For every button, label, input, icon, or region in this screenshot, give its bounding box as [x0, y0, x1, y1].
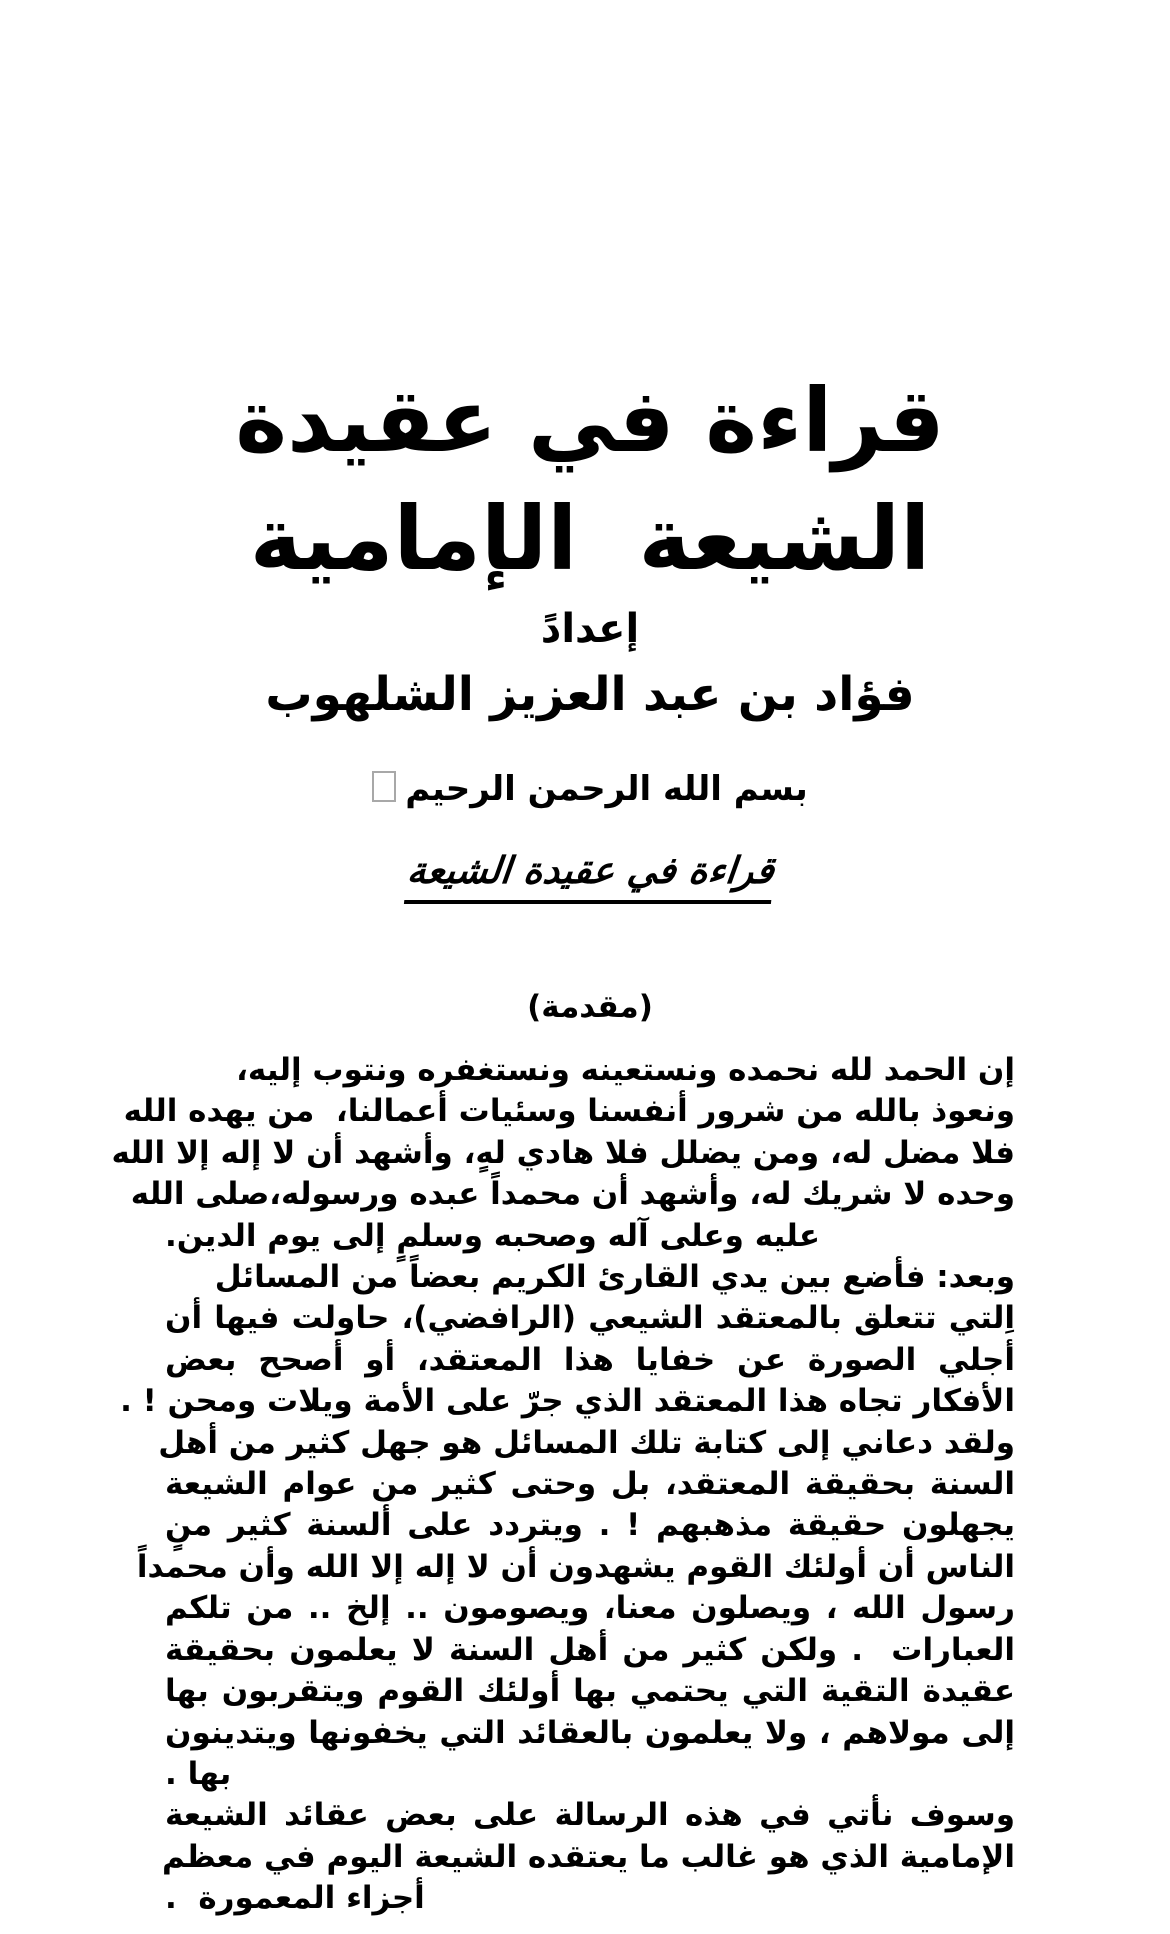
body-line: الناس أن أولئك القوم يشهدون أن لا إله إلا الله وأن محمداً [136, 1548, 1015, 1585]
basmala-text: بسم الله الرحمن الرحيم [405, 769, 808, 809]
book-title-line2: الشيعة الإمامية [249, 487, 931, 590]
body-text [111, 1050, 1015, 1920]
missing-glyph-box [372, 771, 396, 802]
body-line: السنة بحقيقة المعتقد، بل وحتى كثير من عوام الشيعة [165, 1466, 1015, 1503]
body-line: وسوف نأتي في هذه الرسالة على بعض عقائد الشيعة [165, 1797, 1015, 1834]
body-line: الإمامية الذي هو غالب ما يعتقده الشيعة اليوم في معظم [162, 1838, 1015, 1875]
body-line: بها . [165, 1755, 232, 1792]
body-line: اِلتي تتعلق بالمعتقد الشيعي (الرافضي)، حاولت فيها أن [165, 1300, 1015, 1337]
body-line: يجهلون حقيقة مذهبهم ! . ويتردد على ألسنة كثير منٍ [165, 1507, 1015, 1544]
body-line: وبعد: فأضع بين يدي القارئ الكريم بعضاً من المسائل [214, 1259, 1015, 1296]
body-line: أجزاء المعمورة . [165, 1880, 425, 1917]
body-line: ولقد دعاني إلى كتابة تلك المسائل هو جهل كثير من أهل [158, 1424, 1015, 1461]
intro-heading: (مقدمة) [527, 989, 653, 1025]
body-line: إلى مولاهم ، ولا يعلمون بالعقائد التي يخفونها ويتدينون [165, 1714, 1015, 1751]
body-line: فلا مضل له، ومن يضلل فلا هادي لهٍ، وأشهد أن لا إله إلا الله [111, 1134, 1015, 1171]
prepared-by-label: إعدادً [540, 606, 640, 652]
author-name: فؤاد بن عبد العزيز الشلهوب [265, 667, 915, 722]
body-line: عقيدة التقية التي يحتمي بها أولئك القوم ويتقربون بها [165, 1673, 1015, 1710]
body-line: الأفكار تجاه هذا المعتقد الذي جرّ على الأمة ويلات ومحن ! . [120, 1383, 1015, 1420]
book-title-line1: قراءة في عقيدة [235, 369, 945, 472]
section-heading-text: قراءة في عقيدة الشيعة [404, 845, 777, 904]
book-title [165, 362, 1015, 598]
body-line: عليه وعلى آله وصحبه وسلمٍ إلى يوم الدين. [165, 1217, 821, 1254]
section-heading [165, 845, 1015, 904]
body-line: رسول الله ، ويصلون معنا، ويصومون .. إلخ .. من تلكم [165, 1590, 1015, 1627]
body-line: العبارات . ولكن كثير من أهل السنة لا يعلمون بحقيقة [165, 1631, 1015, 1668]
basmala-line [165, 766, 1015, 812]
body-line: أجلي الصورة عن خفايا هذا المعتقد، أو أصحح بعض [165, 1341, 1015, 1378]
body-line: إن الحمد لله نحمده ونستعينه ونستغفره ونتوب إليه، [236, 1052, 1015, 1088]
body-line: وحده لا شريك له، وأشهد أن محمداً عبده ورسوله،صلى الله [130, 1176, 1015, 1213]
body-line: ونعوذ بالله من شرور أنفسنا وسئيات أعمالنا، من يهده الله [123, 1093, 1015, 1130]
